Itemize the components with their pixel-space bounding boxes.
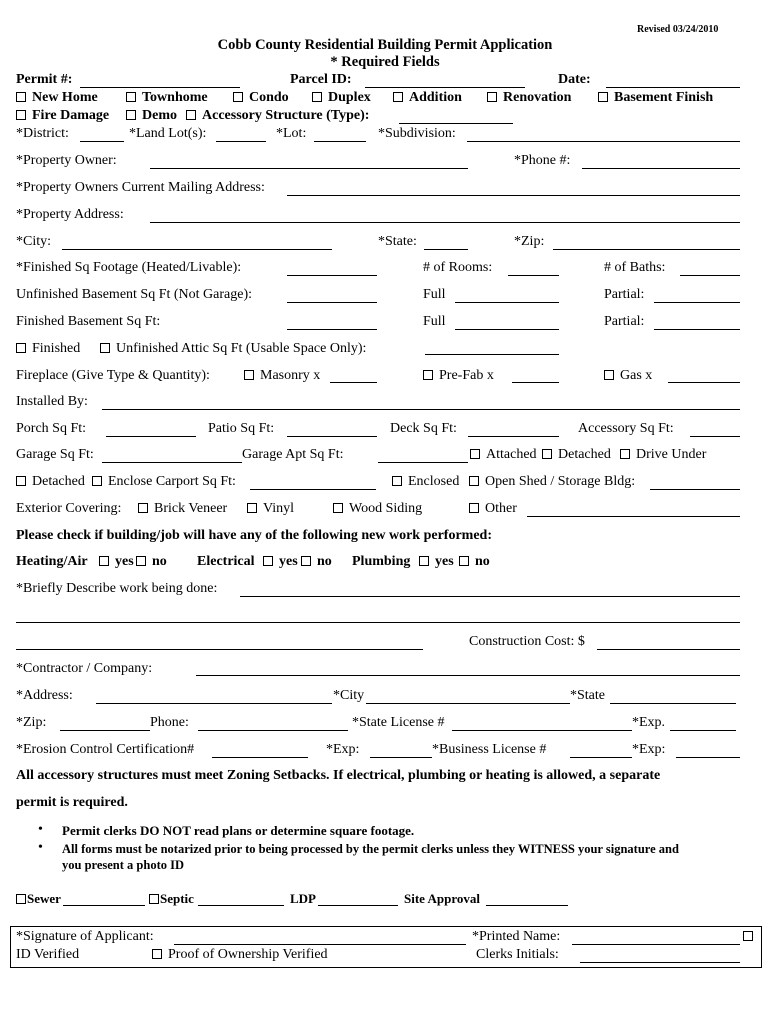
accessory-type-field[interactable] [399,123,513,124]
subdivision-field[interactable] [467,141,740,142]
sewer-field[interactable] [63,905,145,906]
unfinished-bsmt-field[interactable] [287,302,377,303]
rooms-field[interactable] [508,275,559,276]
checkbox-icon[interactable] [487,92,497,102]
landlot-field[interactable] [216,141,266,142]
zip-label: *Zip: [514,234,545,249]
finished-full-label: Full [423,314,446,329]
subdivision-label: *Subdivision: [378,126,456,141]
checkbox-icon[interactable] [263,556,273,566]
checkbox-icon[interactable] [542,449,552,459]
heating-no[interactable]: no [136,554,167,570]
fireplace-masonry[interactable]: Masonry x [244,368,320,384]
permit-label: Permit #: [16,72,73,87]
construction-cost-field[interactable] [597,649,740,650]
type-new-home[interactable]: New Home [16,90,98,106]
district-field[interactable] [80,141,124,142]
porch-label: Porch Sq Ft: [16,421,87,436]
mailing-label: *Property Owners Current Mailing Address: [16,180,265,195]
lot-field[interactable] [314,141,366,142]
id-verified-label: ID Verified [16,947,80,962]
checkbox-icon[interactable] [423,370,433,380]
accessory-sqft-field[interactable] [690,436,740,437]
garage-drive-under[interactable]: Drive Under [620,447,706,463]
checkbox-icon[interactable] [392,476,402,486]
business-exp-label: *Exp: [632,742,666,757]
porch-field[interactable] [106,436,196,437]
printed-name-field[interactable] [572,944,740,945]
checkbox-icon[interactable] [136,556,146,566]
checkbox-icon[interactable] [233,92,243,102]
installed-by-field[interactable] [102,409,740,410]
fireplace-label: Fireplace (Give Type & Quantity): [16,368,210,383]
finished-sqft-field[interactable] [287,275,377,276]
finished-sqft-label: *Finished Sq Footage (Heated/Livable): [16,260,242,275]
exterior-brick[interactable]: Brick Veneer [138,501,227,517]
bullet-text-3: you present a photo ID [62,858,185,872]
phone-field[interactable] [582,168,740,169]
landlot-label: *Land Lot(s): [129,126,207,141]
type-duplex[interactable]: Duplex [312,90,371,106]
erosion-exp-label: *Exp: [326,742,360,757]
checkbox-icon[interactable] [186,110,196,120]
contractor-label: *Contractor / Company: [16,661,153,676]
exterior-label: Exterior Covering: [16,501,122,516]
checkbox-icon[interactable] [16,894,26,904]
finished-partial-label: Partial: [604,314,645,329]
state-label: *State: [378,234,417,249]
checkbox-icon[interactable] [152,949,162,959]
checkbox-icon[interactable] [99,556,109,566]
license-field[interactable] [452,730,632,731]
attic-field[interactable] [425,354,559,355]
type-addition[interactable]: Addition [393,90,462,106]
checkbox-icon[interactable] [312,92,322,102]
shed-field[interactable] [650,489,740,490]
bullet-icon: • [38,840,43,855]
checkbox-icon[interactable] [469,503,479,513]
site-approval-field[interactable] [486,905,568,906]
baths-field[interactable] [680,275,740,276]
accessory-sqft-label: Accessory Sq Ft: [578,421,674,436]
electrical-label: Electrical [197,554,255,569]
unfinished-partial-field[interactable] [654,302,740,303]
exterior-other-field[interactable] [527,516,740,517]
finished-bsmt-field[interactable] [287,329,377,330]
exterior-wood[interactable]: Wood Siding [333,501,422,517]
attic-unfinished[interactable]: Unfinished Attic Sq Ft (Usable Space Only): [100,341,366,357]
exterior-other[interactable]: Other [469,501,517,517]
electrical-yes[interactable]: yes [263,554,298,570]
deck-field[interactable] [468,436,559,437]
finished-bsmt-label: Finished Basement Sq Ft: [16,314,161,329]
checkbox-icon[interactable] [244,370,254,380]
checkbox-icon[interactable] [419,556,429,566]
proof-ownership[interactable]: Proof of Ownership Verified [152,947,328,963]
electrical-no[interactable]: no [301,554,332,570]
describe-field-1[interactable] [240,596,740,597]
business-license-field[interactable] [570,757,632,758]
finished-partial-field[interactable] [654,329,740,330]
type-townhome[interactable]: Townhome [126,90,208,106]
checkbox-icon[interactable] [16,92,26,102]
garage-label: Garage Sq Ft: [16,447,94,462]
parcel-label: Parcel ID: [290,72,352,87]
carport-enclosed[interactable]: Enclosed [392,474,459,490]
signature-label: *Signature of Applicant: [16,929,154,944]
signature-field[interactable] [174,944,466,945]
business-exp-field[interactable] [676,757,740,758]
city-label: *City: [16,234,52,249]
district-label: *District: [16,126,69,141]
checkbox-icon[interactable] [16,110,26,120]
erosion-field[interactable] [212,757,308,758]
checkbox-icon[interactable] [743,931,753,941]
septic-field[interactable] [198,905,284,906]
form-title: Cobb County Residential Building Permit Application [217,37,553,53]
checkbox-icon[interactable] [247,503,257,513]
carport-enclose[interactable]: Enclose Carport Sq Ft: [92,474,236,490]
finished-full-field[interactable] [455,329,559,330]
address-field[interactable] [150,222,740,223]
revised-date: Revised 03/24/2010 [637,24,719,35]
checkbox-icon[interactable] [620,449,630,459]
masonry-qty-field[interactable] [330,382,377,383]
checkbox-icon[interactable] [149,894,159,904]
type-renovation[interactable]: Renovation [487,90,571,106]
open-shed[interactable]: Open Shed / Storage Bldg: [469,474,635,490]
rooms-label: # of Rooms: [423,260,493,275]
deck-label: Deck Sq Ft: [390,421,457,436]
unfinished-partial-label: Partial: [604,287,645,302]
address-label: *Property Address: [16,207,124,222]
garage-attached[interactable]: Attached [470,447,537,463]
notice-line-1: All accessory structures must meet Zoning Setbacks. If electrical, plumbing or heating is allowed, a separate [16,768,661,783]
state-field[interactable] [424,249,468,250]
unfinished-bsmt-label: Unfinished Basement Sq Ft (Not Garage): [16,287,253,302]
contractor-address-label: *Address: [16,688,73,703]
contractor-zip-label: *Zip: [16,715,47,730]
checkbox-icon[interactable] [126,92,136,102]
required-note: * Required Fields [330,54,440,70]
attic-finished[interactable]: Finished [16,341,80,357]
checkbox-icon[interactable] [469,476,479,486]
carport-field[interactable] [250,489,376,490]
gas-qty-field[interactable] [668,382,740,383]
license-label: *State License # [352,715,445,730]
phone-label: *Phone #: [514,153,571,168]
clerks-initials-label: Clerks Initials: [476,947,559,962]
construction-cost-label: Construction Cost: $ [469,634,585,649]
check-heading: Please check if building/job will have any of the following new work performed: [16,528,492,543]
checkbox-icon[interactable] [100,343,110,353]
contractor-city-label: *City [333,688,365,703]
type-fire-damage[interactable]: Fire Damage [16,108,109,124]
contractor-state-field[interactable] [610,703,736,704]
garage-detached[interactable]: Detached [542,447,611,463]
erosion-label: *Erosion Control Certification# [16,742,195,757]
checkbox-icon[interactable] [470,449,480,459]
type-accessory[interactable]: Accessory Structure (Type): [186,108,369,124]
type-condo[interactable]: Condo [233,90,289,106]
checkbox-icon[interactable] [126,110,136,120]
lot-label: *Lot: [276,126,307,141]
contractor-zip-field[interactable] [60,730,150,731]
patio-field[interactable] [287,436,377,437]
garage-apt-label: Garage Apt Sq Ft: [242,447,344,462]
prefab-qty-field[interactable] [512,382,559,383]
checkbox-icon[interactable] [604,370,614,380]
plumbing-yes[interactable]: yes [419,554,454,570]
heating-yes[interactable]: yes [99,554,134,570]
baths-label: # of Baths: [604,260,666,275]
printed-name-checkbox[interactable] [743,929,759,945]
checkbox-icon[interactable] [301,556,311,566]
contractor-state-label: *State [570,688,605,703]
checkbox-icon[interactable] [459,556,469,566]
contractor-address-field[interactable] [96,703,332,704]
bullet-icon: • [38,822,43,837]
date-label: Date: [558,72,591,87]
zip-field[interactable] [553,249,740,250]
type-basement-finish[interactable]: Basement Finish [598,90,713,106]
site-approval-label: Site Approval [404,891,480,906]
owner-field[interactable] [150,168,468,169]
printed-name-label: *Printed Name: [472,929,561,944]
ldp-field[interactable] [318,905,398,906]
contractor-city-field[interactable] [366,703,570,704]
patio-label: Patio Sq Ft: [208,421,275,436]
checkbox-icon[interactable] [393,92,403,102]
license-exp-field[interactable] [670,730,736,731]
carport-detached[interactable]: Detached [16,474,85,490]
ldp-label: LDP [290,891,316,906]
checkbox-icon[interactable] [16,343,26,353]
checkbox-icon[interactable] [92,476,102,486]
date-field[interactable] [606,87,740,88]
checkbox-icon[interactable] [138,503,148,513]
contractor-field[interactable] [196,675,740,676]
fireplace-gas[interactable]: Gas x [604,368,652,384]
unfinished-full-label: Full [423,287,446,302]
permit-field[interactable] [80,87,240,88]
checkbox-icon[interactable] [16,476,26,486]
checkbox-icon[interactable] [333,503,343,513]
garage-field[interactable] [102,462,242,463]
exterior-vinyl[interactable]: Vinyl [247,501,294,517]
bullet-text-1: Permit clerks DO NOT read plans or determine square footage. [62,823,415,838]
owner-label: *Property Owner: [16,153,117,168]
parcel-field[interactable] [365,87,525,88]
septic-checkbox[interactable]: Septic [149,891,194,907]
installed-by-label: Installed By: [16,394,88,409]
unfinished-full-field[interactable] [455,302,559,303]
heating-label: Heating/Air [16,554,88,569]
bullet-text-2: All forms must be notarized prior to being processed by the permit clerks unless they WITNESS your signature and [62,842,679,856]
type-demo[interactable]: Demo [126,108,177,124]
describe-label: *Briefly Describe work being done: [16,581,218,596]
plumbing-no[interactable]: no [459,554,490,570]
business-license-label: *Business License # [432,742,547,757]
plumbing-label: Plumbing [352,554,411,569]
license-exp-label: *Exp. [632,715,666,730]
contractor-phone-field[interactable] [198,730,348,731]
fireplace-prefab[interactable]: Pre-Fab x [423,368,494,384]
clerks-initials-field[interactable] [580,962,740,963]
garage-apt-field[interactable] [378,462,468,463]
sewer-checkbox[interactable]: Sewer [16,891,61,907]
erosion-exp-field[interactable] [370,757,432,758]
notice-line-2: permit is required. [16,795,128,810]
checkbox-icon[interactable] [598,92,608,102]
contractor-phone-label: Phone: [150,715,189,730]
describe-field-3[interactable] [16,649,423,650]
describe-field-2[interactable] [16,622,740,623]
city-field[interactable] [62,249,332,250]
mailing-field[interactable] [287,195,740,196]
